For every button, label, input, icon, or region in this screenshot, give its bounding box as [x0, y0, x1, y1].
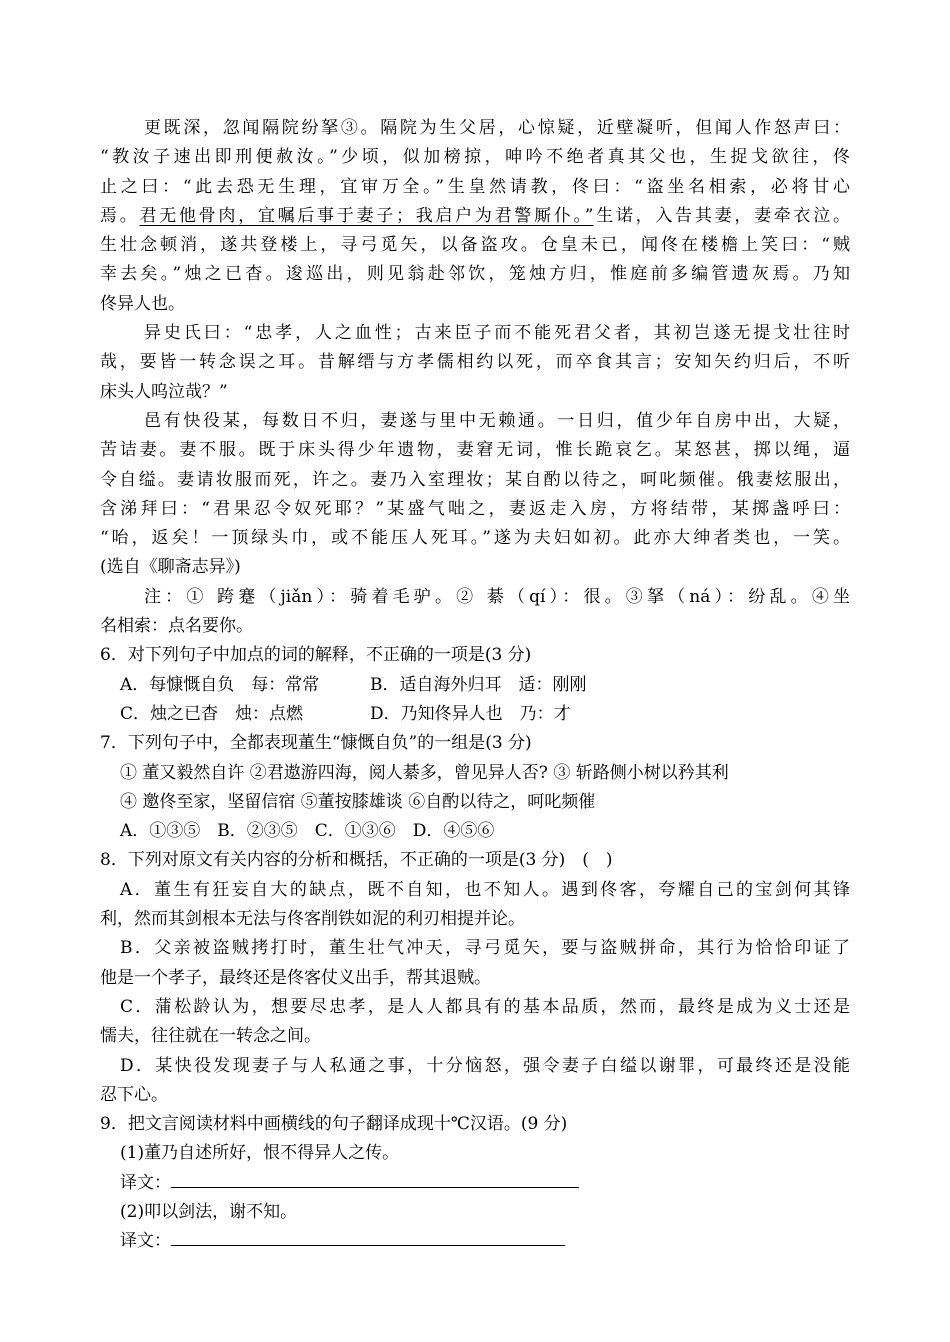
passage-line: 异史氏曰：“忠孝，人之血性；古来臣子而不能死君父者，其初岂遂无提戈壮往时 — [144, 323, 850, 344]
passage-line: 生壮念顿消，遂共登楼上，寻弓觅矢，以备盗攻。仓皇未已，闻佟在楼檐上笑曰：“贼 — [100, 235, 850, 256]
question-7-items: ① 董又毅然自许 ②君遨游四海，阅人綦多，曾见异人否? ③ 斩路侧小树以矜其利 — [120, 762, 729, 783]
question-8-option-d: D．某快役发现妻子与人私通之事，十分恼怒，强令妻子白缢以谢罪，可最终还是没能 — [120, 1055, 850, 1076]
passage-line: 幸去矣。”烛之已杳。逡巡出，则见翁赴邻饮，笼烛方归，惟庭前多编管遗灰焉。乃知 — [100, 264, 850, 285]
footnote-line: 名相索：点名要你。 — [100, 616, 253, 637]
underlined-sentence: 君无他骨肉，宜嘱后事于妻子；我启户为君警厮仆。” — [139, 205, 594, 226]
source-citation: (选自《聊斋志异》) — [100, 557, 241, 578]
passage-line — [100, 202, 850, 231]
option-c: C．烛之已杳 烛：点燃 — [120, 703, 304, 724]
answer-row-1 — [100, 1169, 850, 1198]
question-8-option-b: 他是一个孝子，最终还是佟客仗义出手，帮其退贼。 — [100, 967, 491, 988]
passage-line: 令自缢。妻请妆服而死，许之。妻乃入室理妆；某自酌以待之，呵叱频催。俄妻炫服出， — [100, 469, 850, 490]
question-9-sentence-1: (1)董乃自述所好，恨不得异人之传。 — [120, 1143, 400, 1164]
question-8-option-a: 利，然而其剑根本无法与佟客削铁如泥的利刃相提并论。 — [100, 909, 525, 930]
question-6-stem: 6．对下列句子中加点的词的解释，不正确的一项是(3 分) — [100, 645, 532, 666]
answer-label: 译文： — [120, 1231, 171, 1252]
question-8-option-a: A．董生有狂妄自大的缺点，既不自知，也不知人。遇到佟客，夸耀自己的宝剑何其锋 — [120, 879, 850, 900]
question-8-option-c: C．蒲松龄认为，想要尽忠孝，是人人都具有的基本品质，然而，最终是成为义士还是 — [120, 996, 850, 1017]
question-6-options-row — [100, 700, 850, 729]
passage-line: 苦诘妻。妻不服。既于床头得少年遗物，妻窘无词，惟长跪哀乞。某怒甚，掷以绳，逼 — [100, 440, 850, 461]
question-7-items: ④ 邀佟至家，坚留信宿 ⑤董按膝雄谈 ⑥自酌以待之，呵叱频催 — [120, 791, 596, 812]
passage-line: “咍，返矣！一顶绿头巾，或不能压人死耳。”遂为夫妇如初。此亦大绅者类也，一笑。 — [100, 528, 850, 549]
footnote-line: 注：① 跨蹇（jiǎn）：骑着毛驴。② 綦（qí）：很。③拏（ná）：纷乱。④坐 — [144, 586, 850, 607]
answer-blank-2[interactable] — [171, 1231, 565, 1246]
question-7-stem: 7．下列句子中，全都表现董生“慷慨自负”的一组是(3 分) — [100, 733, 532, 754]
passage-line: 哉，要皆一转念误之耳。昔解缙与方孝儒相约以死，而卒食其言；安知矢约归后，不听 — [100, 352, 850, 373]
question-8-stem: 8．下列对原文有关内容的分析和概括，不正确的一项是(3 分) ( ) — [100, 850, 613, 871]
passage-line: 床头人呜泣哉？” — [100, 381, 228, 402]
option-b: B．适自海外归耳 适：刚刚 — [370, 674, 587, 695]
answer-label: 译文： — [120, 1172, 171, 1193]
passage-line: 更既深，忽闻隔院纷拏③。隔院为生父居，心惊疑，近壁凝听，但闻人作怒声曰： — [144, 118, 850, 138]
passage-line: “教汝子速出即刑便赦汝。”少顷，似加榜掠，呻吟不绝者真其父也，生捉戈欲往，佟 — [100, 147, 850, 168]
question-9-sentence-2: (2)叩以剑法，谢不知。 — [120, 1201, 298, 1222]
passage-line: 止之曰：“此去恐无生理，宜审万全。”生皇然请教，佟曰：“盗坐名相索，必将甘心 — [100, 176, 850, 197]
answer-row-2 — [100, 1227, 850, 1256]
answer-blank-1[interactable] — [171, 1173, 579, 1188]
question-8-option-c: 懦夫，往往就在一转念之间。 — [100, 1026, 321, 1047]
question-6-options-row — [100, 671, 850, 700]
passage-text: 生诺，入告其妻，妻牵衣泣。 — [593, 205, 850, 226]
passage-line: 佟异人也。 — [100, 293, 185, 314]
passage-text: 焉。 — [100, 205, 140, 226]
question-7-options: A．①③⑤ B．②③⑤ C．①③⑥ D．④⑤⑥ — [120, 821, 495, 842]
option-d: D．乃知佟异人也 乃：才 — [370, 703, 571, 724]
question-9-stem: 9．把文言阅读材料中画横线的句子翻译成现十℃汉语。(9 分) — [100, 1114, 568, 1135]
question-8-option-d: 忍下心。 — [100, 1084, 168, 1105]
option-a: A．每慷慨自负 每：常常 — [120, 674, 320, 695]
passage-line: 邑有快役某，每数日不归，妻遂与里中无赖通。一日归，值少年自房中出，大疑， — [144, 410, 850, 431]
question-8-option-b: B．父亲被盗贼拷打时，董生壮气冲天，寻弓觅矢，要与盗贼拼命，其行为恰恰印证了 — [120, 938, 850, 959]
passage-line: 含涕拜曰：“君果忍令奴死耶？”某盛气咄之，妻返走入房，方将结带，某掷盏呼曰： — [100, 498, 850, 519]
